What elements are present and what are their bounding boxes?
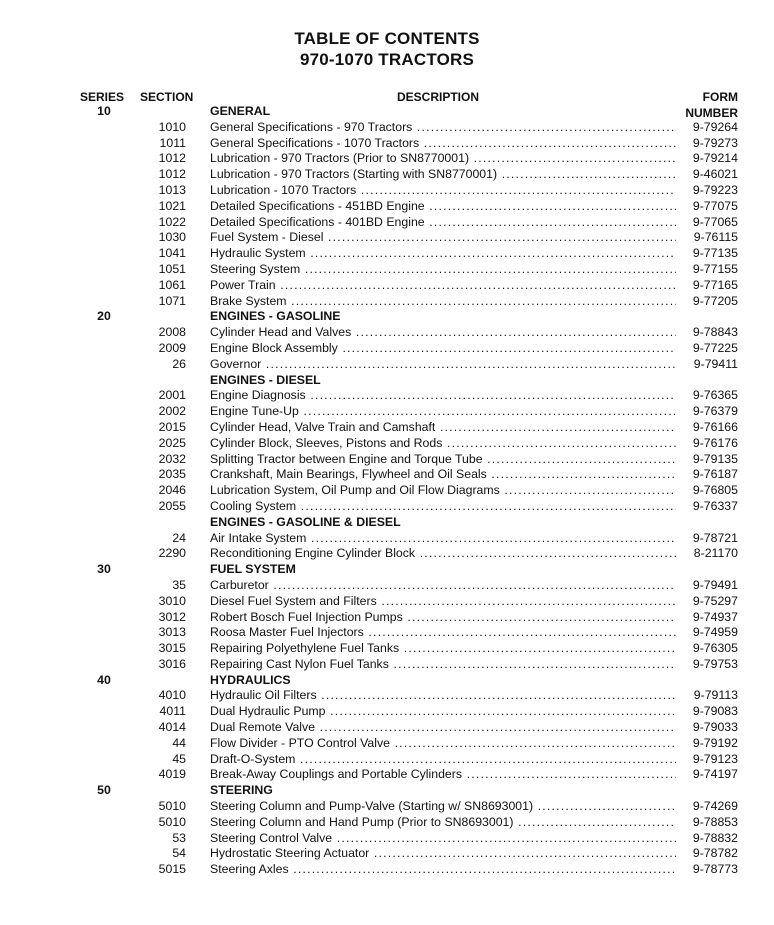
description-text: Repairing Cast Nylon Fuel Tanks [210, 656, 389, 671]
entry-description [210, 436, 676, 452]
form-number: 9-78843 [692, 325, 738, 340]
section-number: 2008 [158, 325, 186, 340]
section-number: 4014 [158, 720, 186, 735]
form-number: 9-79192 [692, 735, 738, 750]
form-number: 9-79273 [692, 135, 738, 150]
form-number: 9-77135 [692, 246, 738, 261]
column-header-number: NUMBER [685, 106, 738, 120]
toc-row [0, 846, 774, 862]
form-number: 9-77205 [692, 293, 738, 308]
entry-description [210, 151, 676, 167]
entry-description [210, 278, 676, 294]
entry-description [210, 625, 676, 641]
toc-row [0, 578, 774, 594]
toc-heading-row [0, 104, 774, 120]
description-text: Break-Away Couplings and Portable Cylinders [210, 767, 462, 782]
toc-row [0, 799, 774, 815]
entry-description [210, 404, 676, 420]
section-number: 3010 [158, 593, 186, 608]
description-text: Hydraulic Oil Filters [210, 688, 317, 703]
form-number: 9-78782 [692, 846, 738, 861]
description-text: Cooling System [210, 498, 297, 513]
entry-description [210, 230, 676, 246]
section-number: 24 [172, 530, 186, 545]
toc-heading-row [0, 673, 774, 689]
entry-description [210, 704, 676, 720]
section-number: 2002 [158, 404, 186, 419]
section-number: 2001 [158, 388, 186, 403]
description-text: Lubrication System, Oil Pump and Oil Flow Diagrams [210, 483, 500, 498]
form-number: 9-79083 [692, 704, 738, 719]
form-number: 9-79214 [692, 151, 738, 166]
section-number: 5015 [158, 862, 186, 877]
description-text: Detailed Specifications - 451BD Engine [210, 198, 425, 213]
form-number: 9-76379 [692, 404, 738, 419]
toc-row [0, 483, 774, 499]
description-text: Roosa Master Fuel Injectors [210, 625, 364, 640]
section-number: 2055 [158, 498, 186, 513]
entry-description [210, 846, 676, 862]
description-text: Carburetor [210, 577, 269, 592]
section-number: 1012 [158, 151, 186, 166]
form-number: 9-79264 [692, 119, 738, 134]
toc-row [0, 641, 774, 657]
section-heading [210, 373, 676, 389]
toc-heading-row [0, 309, 774, 325]
section-number: 1010 [158, 119, 186, 134]
form-number: 9-46021 [692, 167, 738, 182]
entry-description [210, 531, 676, 547]
form-number: 9-75297 [692, 593, 738, 608]
entry-description [210, 594, 676, 610]
section-number: 4019 [158, 767, 186, 782]
toc-row [0, 230, 774, 246]
toc-row [0, 720, 774, 736]
description-text: ENGINES - GASOLINE [210, 309, 341, 324]
section-number: 3016 [158, 656, 186, 671]
entry-description [210, 341, 676, 357]
section-heading [210, 104, 676, 120]
form-number: 9-76187 [692, 467, 738, 482]
section-number: 1011 [159, 135, 186, 150]
toc-row [0, 831, 774, 847]
toc-row [0, 752, 774, 768]
entry-description [210, 767, 676, 783]
section-number: 1030 [158, 230, 186, 245]
toc-row [0, 594, 774, 610]
description-text: Air Intake System [210, 530, 307, 545]
column-header-section: SECTION [140, 90, 194, 104]
toc-row [0, 704, 774, 720]
section-number: 2025 [158, 435, 186, 450]
description-text: Robert Bosch Fuel Injection Pumps [210, 609, 403, 624]
section-number: 3013 [158, 625, 186, 640]
form-number: 9-79753 [692, 656, 738, 671]
entry-description [210, 452, 676, 468]
section-heading [210, 515, 676, 531]
toc-row [0, 278, 774, 294]
section-number: 53 [172, 830, 186, 845]
entry-description [210, 388, 676, 404]
section-number: 1012 [158, 167, 186, 182]
section-number: 35 [172, 577, 186, 592]
entry-description [210, 815, 676, 831]
entry-description [210, 736, 676, 752]
description-text: Engine Tune-Up [210, 404, 299, 419]
toc-row [0, 136, 774, 152]
description-text: Splitting Tractor between Engine and Torque Tube [210, 451, 483, 466]
page-title: TABLE OF CONTENTS [294, 29, 480, 48]
toc-row [0, 657, 774, 673]
description-text: Hydraulic System [210, 246, 306, 261]
form-number: 9-78773 [692, 862, 738, 877]
entry-description [210, 610, 676, 626]
table-of-contents [0, 104, 774, 878]
description-text: Steering Column and Pump-Valve (Starting w/ SN8693001) [210, 799, 534, 814]
form-number: 9-77165 [692, 277, 738, 292]
description-text: STEERING [210, 783, 273, 798]
description-text: Engine Diagnosis [210, 388, 306, 403]
description-text: Fuel System - Diesel [210, 230, 324, 245]
column-header-series: SERIES [80, 90, 125, 104]
toc-row [0, 183, 774, 199]
description-text: Cylinder Head, Valve Train and Camshaft [210, 419, 436, 434]
section-number: 1021 [158, 198, 186, 213]
section-number: 2046 [158, 483, 186, 498]
entry-description [210, 831, 676, 847]
description-text: Cylinder Block, Sleeves, Pistons and Rods [210, 435, 443, 450]
entry-description [210, 578, 676, 594]
description-text: GENERAL [210, 104, 271, 118]
description-text: ENGINES - DIESEL [210, 372, 321, 387]
toc-row [0, 325, 774, 341]
entry-description [210, 499, 676, 515]
toc-heading-row [0, 515, 774, 531]
description-text: ENGINES - GASOLINE & DIESEL [210, 514, 401, 529]
form-number: 9-79411 [693, 356, 738, 371]
section-number: 54 [172, 846, 186, 861]
entry-description [210, 688, 676, 704]
toc-row [0, 546, 774, 562]
description-text: Governor [210, 356, 262, 371]
toc-row [0, 452, 774, 468]
section-number: 3012 [158, 609, 186, 624]
entry-description [210, 167, 676, 183]
series-number: 40 [97, 672, 111, 687]
form-number: 9-79491 [692, 577, 738, 592]
section-number: 2290 [158, 546, 186, 561]
toc-heading-row [0, 373, 774, 389]
toc-heading-row [0, 562, 774, 578]
section-number: 2015 [158, 419, 186, 434]
entry-description [210, 120, 676, 136]
section-number: 1071 [158, 293, 186, 308]
description-text: Steering Column and Hand Pump (Prior to SN8693001) [210, 814, 514, 829]
form-number: 9-79033 [692, 720, 738, 735]
toc-row [0, 215, 774, 231]
entry-description [210, 483, 676, 499]
description-text: Crankshaft, Main Bearings, Flywheel and Oil Seals [210, 467, 487, 482]
section-heading [210, 783, 676, 799]
description-text: Detailed Specifications - 401BD Engine [210, 214, 425, 229]
description-text: Diesel Fuel System and Filters [210, 593, 377, 608]
toc-row [0, 499, 774, 515]
form-number: 9-77075 [692, 198, 738, 213]
toc-row [0, 341, 774, 357]
description-text: Repairing Polyethylene Fuel Tanks [210, 641, 400, 656]
section-number: 26 [172, 356, 186, 371]
form-number: 9-78832 [692, 830, 738, 845]
form-number: 9-74269 [692, 799, 738, 814]
toc-row [0, 246, 774, 262]
description-text: Engine Block Assembly [210, 340, 338, 355]
form-number: 9-77155 [692, 261, 738, 276]
form-number: 9-79135 [692, 451, 738, 466]
toc-row [0, 467, 774, 483]
entry-description [210, 199, 676, 215]
entry-description [210, 862, 676, 878]
toc-row [0, 199, 774, 215]
form-number: 8-21170 [693, 546, 738, 561]
section-number: 1041 [158, 246, 186, 261]
description-text: Brake System [210, 293, 287, 308]
series-number: 10 [97, 104, 111, 118]
section-heading [210, 673, 676, 689]
form-number: 9-74937 [692, 609, 738, 624]
description-text: Lubrication - 1070 Tractors [210, 182, 357, 197]
description-text: General Specifications - 970 Tractors [210, 119, 413, 134]
toc-row [0, 610, 774, 626]
form-number: 9-74197 [692, 767, 738, 782]
form-number: 9-76166 [692, 419, 738, 434]
entry-description [210, 420, 676, 436]
section-number: 45 [172, 751, 186, 766]
form-number: 9-79123 [692, 751, 738, 766]
form-number: 9-77065 [692, 214, 738, 229]
entry-description [210, 357, 676, 373]
toc-row [0, 767, 774, 783]
series-number: 20 [97, 309, 111, 324]
section-number: 2035 [158, 467, 186, 482]
section-number: 2032 [158, 451, 186, 466]
description-text: Lubrication - 970 Tractors (Prior to SN8770001) [210, 151, 470, 166]
entry-description [210, 657, 676, 673]
description-text: Dual Remote Valve [210, 720, 316, 735]
toc-row [0, 420, 774, 436]
description-text: Dual Hydraulic Pump [210, 704, 326, 719]
description-text: Flow Divider - PTO Control Valve [210, 735, 390, 750]
toc-row [0, 736, 774, 752]
entry-description [210, 546, 676, 562]
form-number: 9-76176 [692, 435, 738, 450]
form-number: 9-76337 [692, 498, 738, 513]
description-text: Steering Control Valve [210, 830, 333, 845]
description-text: Hydrostatic Steering Actuator [210, 846, 370, 861]
section-number: 4010 [158, 688, 186, 703]
section-number: 1013 [158, 182, 186, 197]
column-header-description: DESCRIPTION [397, 90, 480, 104]
form-number: 9-76805 [692, 483, 738, 498]
entry-description [210, 183, 676, 199]
form-number: 9-78853 [692, 814, 738, 829]
form-number: 9-76305 [692, 641, 738, 656]
toc-row [0, 120, 774, 136]
toc-row [0, 625, 774, 641]
entry-description [210, 799, 676, 815]
toc-row [0, 357, 774, 373]
toc-row [0, 388, 774, 404]
entry-description [210, 136, 676, 152]
description-text: General Specifications - 1070 Tractors [210, 135, 420, 150]
description-text: Reconditioning Engine Cylinder Block [210, 546, 416, 561]
toc-row [0, 688, 774, 704]
form-number: 9-76365 [692, 388, 738, 403]
form-number: 9-79223 [692, 182, 738, 197]
toc-row [0, 436, 774, 452]
series-number: 30 [97, 562, 111, 577]
entry-description [210, 325, 676, 341]
entry-description [210, 752, 676, 768]
section-heading [210, 309, 676, 325]
description-text: Cylinder Head and Valves [210, 325, 352, 340]
toc-row [0, 167, 774, 183]
entry-description [210, 720, 676, 736]
section-number: 4011 [159, 704, 186, 719]
toc-row [0, 151, 774, 167]
section-number: 1022 [158, 214, 186, 229]
section-number: 2009 [158, 340, 186, 355]
form-number: 9-78721 [692, 530, 738, 545]
description-text: HYDRAULICS [210, 672, 291, 687]
section-number: 1061 [158, 277, 186, 292]
toc-heading-row [0, 783, 774, 799]
toc-row [0, 815, 774, 831]
section-heading [210, 562, 676, 578]
form-number: 9-79113 [693, 688, 738, 703]
form-number: 9-74959 [692, 625, 738, 640]
entry-description [210, 215, 676, 231]
description-text: Steering Axles [210, 862, 289, 877]
description-text: FUEL SYSTEM [210, 562, 296, 577]
page-subtitle: 970-1070 TRACTORS [299, 50, 475, 69]
form-number: 9-76115 [693, 230, 738, 245]
description-text: Lubrication - 970 Tractors (Starting with SN8770001) [210, 167, 498, 182]
toc-row [0, 404, 774, 420]
entry-description [210, 641, 676, 657]
description-text: Draft-O-System [210, 751, 296, 766]
series-number: 50 [97, 783, 111, 798]
entry-description [210, 467, 676, 483]
toc-row [0, 262, 774, 278]
entry-description [210, 262, 676, 278]
description-text: Power Train [210, 277, 276, 292]
section-number: 5010 [158, 814, 186, 829]
section-number: 44 [172, 735, 186, 750]
column-header-form: FORM [702, 90, 738, 104]
toc-row [0, 294, 774, 310]
section-number: 1051 [158, 261, 186, 276]
section-number: 3015 [158, 641, 186, 656]
entry-description [210, 246, 676, 262]
toc-row [0, 862, 774, 878]
description-text: Steering System [210, 261, 301, 276]
entry-description [210, 294, 676, 310]
toc-row [0, 531, 774, 547]
form-number: 9-77225 [692, 340, 738, 355]
section-number: 5010 [158, 799, 186, 814]
